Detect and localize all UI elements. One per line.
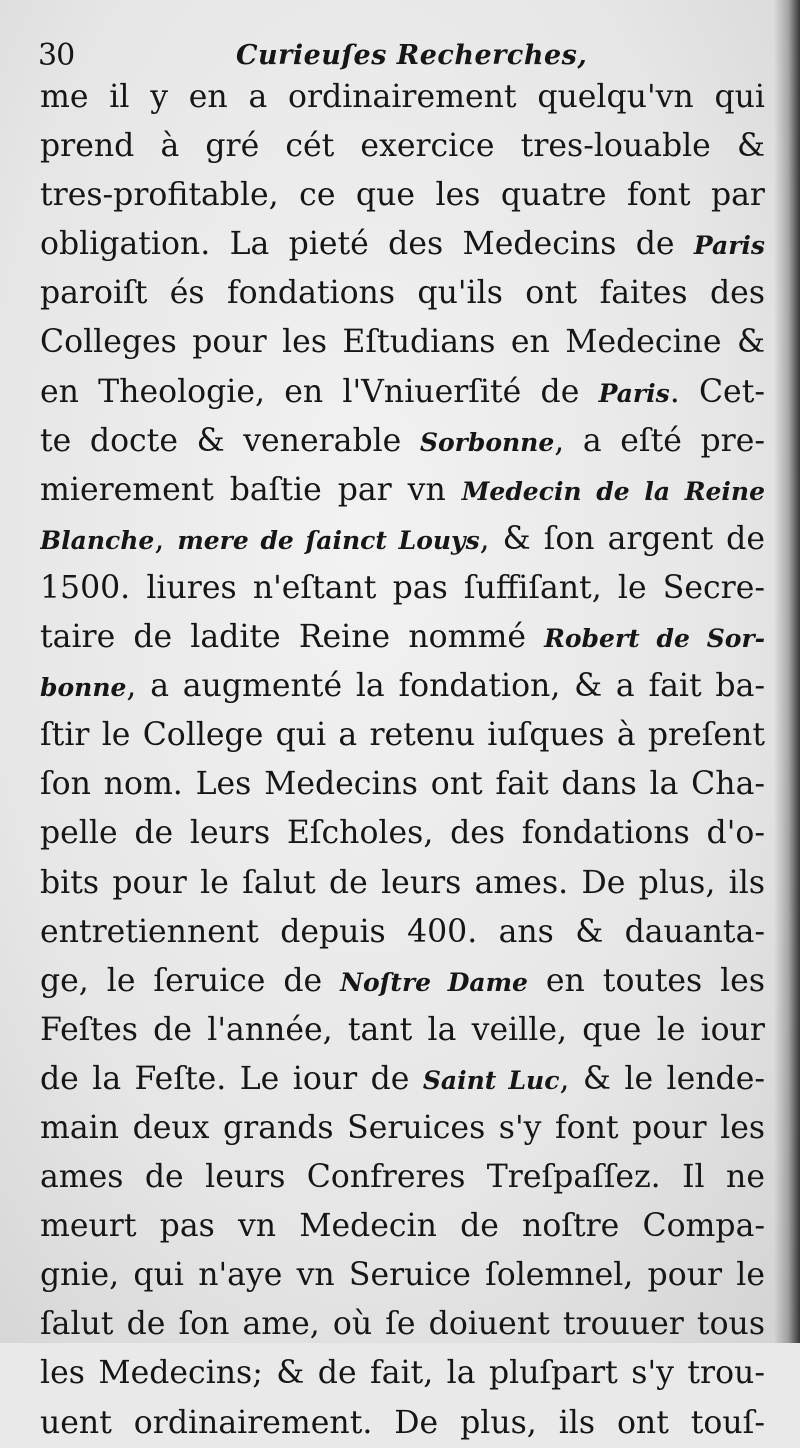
text-line [40,515,765,564]
text-segment: paroiſt és fondations qu'ils ont faites des [40,275,765,312]
text-segment: en toutes les [527,962,765,999]
running-head: Curieuſes Recherches, [236,40,588,71]
text-segment: ſalut de ſon ame, où ſe doiuent trouuer tous [40,1306,765,1343]
italic-text-segment: Paris [598,378,670,408]
text-line [40,711,765,760]
body-text [40,73,765,1448]
italic-text-segment: bonne [40,673,127,703]
italic-text-segment: Sorbonne [419,427,555,457]
italic-text-segment: Noſtre Dame [340,967,528,997]
page-number: 30 [38,38,75,73]
text-segment: pelle de leurs Eſcholes, des fondations d'o- [40,815,765,852]
text-segment: 1500. liures n'eſtant pas ſuffiſant, le Secre- [40,569,765,606]
text-line [40,908,765,957]
text-segment: te docte & venerable [40,422,420,459]
text-segment: , & ſon argent de [479,520,765,557]
text-segment: , a eſté pre- [554,422,765,459]
italic-text-segment: Robert de Sor- [544,624,765,654]
text-segment: en Theologie, en l'Vniuerſité de [40,373,599,410]
text-line [40,564,765,613]
text-segment: tres-profitable, ce que les quatre font par [40,177,765,214]
text-line [40,1006,765,1055]
text-segment: prend à gré cét exercice tres-louable & [40,128,765,165]
text-line [40,1349,765,1398]
text-segment: de la Feſte. Le iour de [40,1060,423,1097]
text-segment: ge, le ſeruice de [40,962,341,999]
text-segment: , a augmenté la fondation, & a fait ba- [126,668,765,705]
text-line [40,1104,765,1153]
text-line [40,1055,765,1104]
text-line [40,368,765,417]
italic-text-segment: Blanche [40,525,155,555]
text-segment: obligation. La pieté des Medecins de [40,226,694,263]
text-line [40,171,765,220]
italic-text-segment: Medecin de la Reine [461,476,765,506]
text-segment: , [154,520,178,557]
text-segment: me il y en a ordinairement quelqu'vn qui [40,79,765,115]
text-line [40,1153,765,1202]
page-header [38,28,758,78]
text-segment: gnie, qui n'aye vn Seruice ſolemnel, pour le [40,1257,765,1294]
text-segment: Feſtes de l'année, tant la veille, que le iour [40,1011,765,1048]
text-segment: , & le lende- [559,1060,765,1097]
text-segment: entretiennent depuis 400. ans & dauanta- [40,913,765,950]
text-line [40,662,765,711]
text-segment: ſon nom. Les Medecins ont fait dans la Cha- [40,766,765,803]
text-line [40,809,765,858]
text-segment: main deux grands Seruices s'y font pour les [40,1109,765,1146]
text-segment: meurt pas vn Medecin de noſtre Compa- [40,1208,765,1245]
text-line [40,417,765,466]
text-segment: les Medecins; & de fait, la pluſpart s'y trou- [40,1355,765,1392]
text-line [40,957,765,1006]
text-line [40,1399,765,1448]
text-line [40,1300,765,1349]
page-gutter-shadow [774,0,800,1343]
text-line [40,859,765,908]
text-segment: Colleges pour les Eſtudians en Medecine & [40,324,765,361]
text-line [40,220,765,269]
text-line [40,122,765,171]
text-line [40,318,765,367]
text-line [40,466,765,515]
text-line [40,73,765,122]
text-line [40,1202,765,1251]
italic-text-segment: mere de ſainct Louys [177,525,480,555]
text-line [40,269,765,318]
text-segment: ſtir le College qui a retenu iuſques à preſent [40,717,765,754]
text-segment: mierement baſtie par vn [40,471,462,508]
text-segment: ames de leurs Confreres Treſpaſſez. Il ne [40,1159,765,1196]
italic-text-segment: Saint Luc [422,1065,560,1095]
text-line [40,760,765,809]
text-line [40,1251,765,1300]
text-segment: uent ordinairement. De plus, ils ont touſ- [40,1404,765,1441]
text-segment: bits pour le ſalut de leurs ames. De plus, ils [40,864,765,901]
text-segment: . Cet- [669,373,765,410]
text-segment: taire de ladite Reine nommé [40,619,545,656]
text-line [40,613,765,662]
italic-text-segment: Paris [693,231,765,261]
